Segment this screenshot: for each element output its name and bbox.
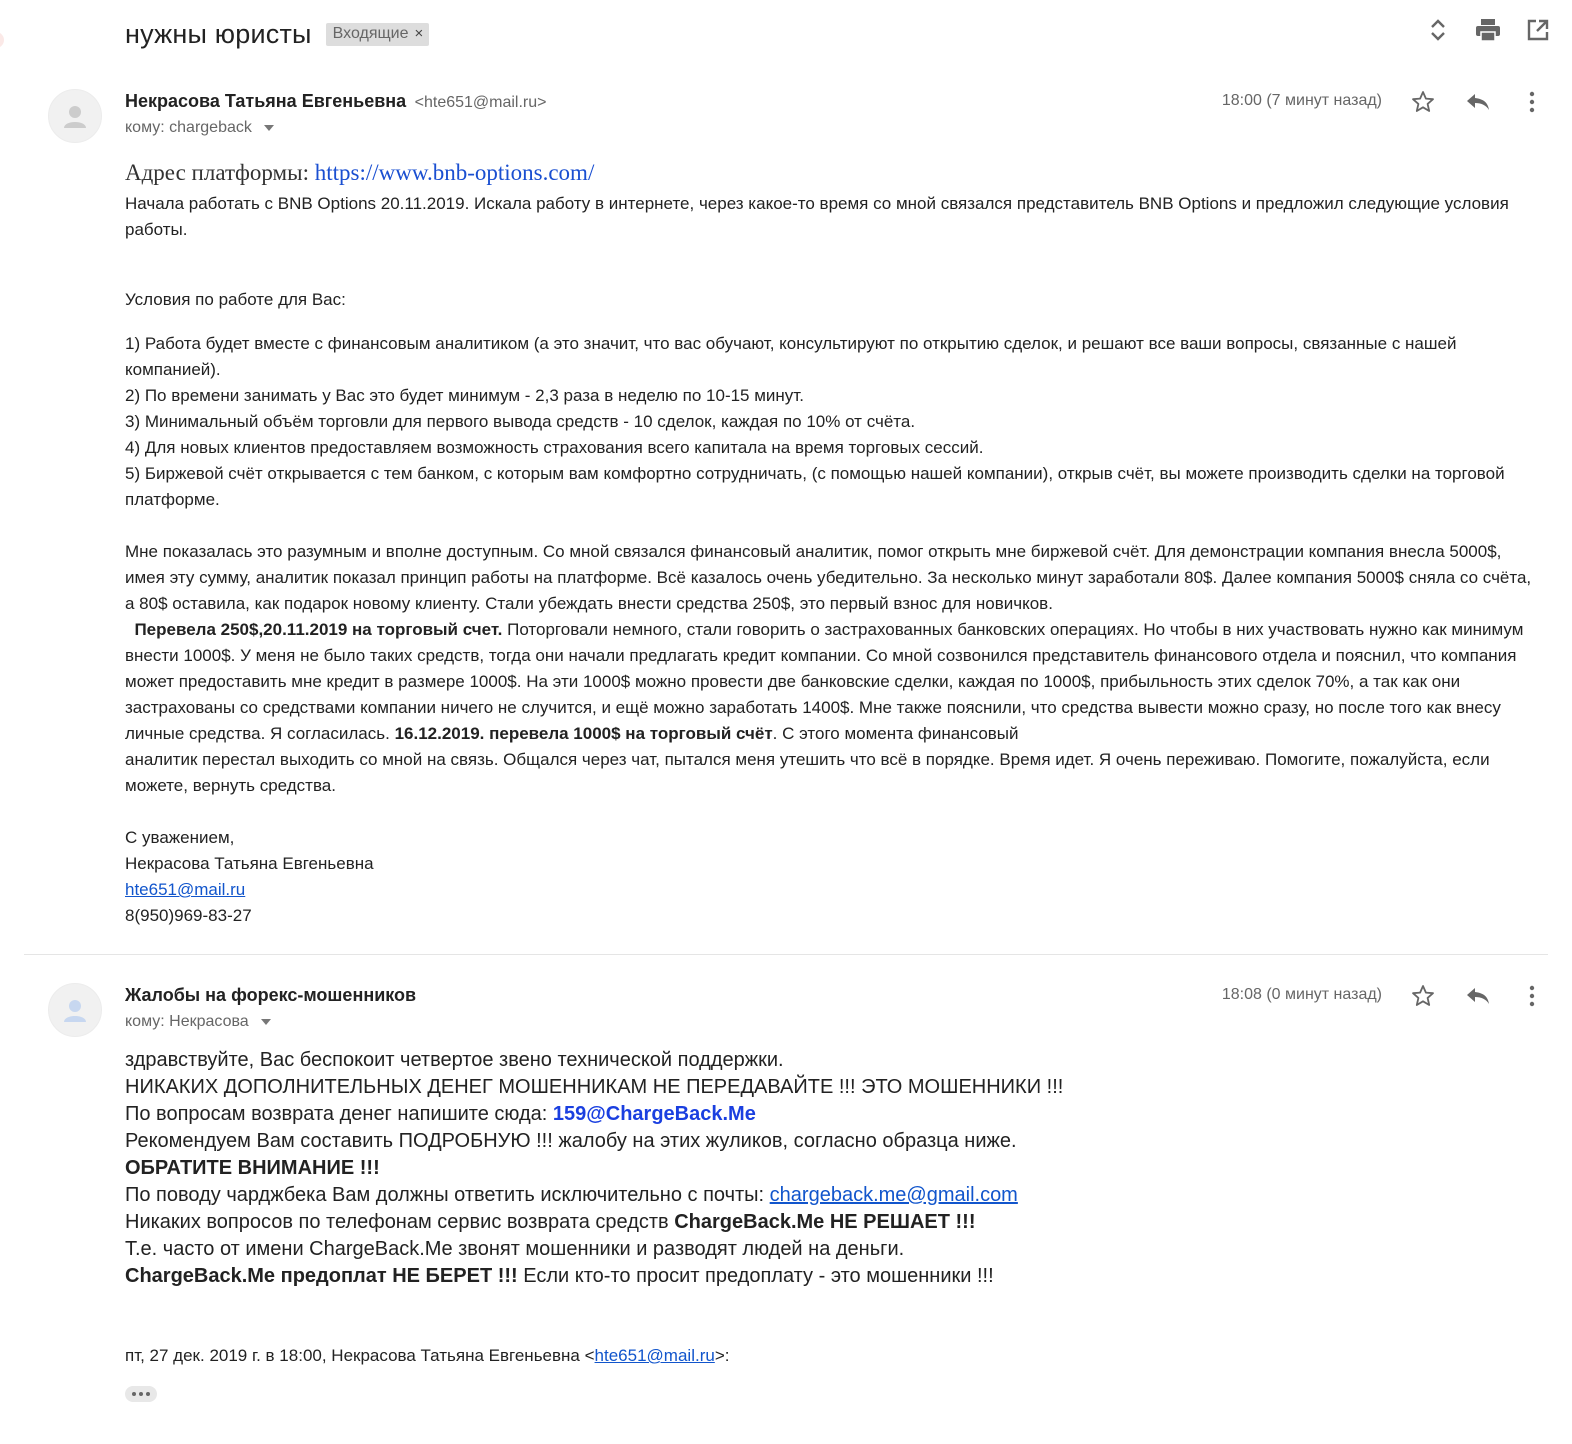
chargeback-email-link[interactable]: 159@ChargeBack.Me	[552, 1103, 756, 1125]
story-bold: Перевела 250$,20.11.2019 на торговый счет.	[134, 620, 503, 639]
story-paragraph: аналитик перестал выходить со мной на связь. Общался через чат, пытался меня утешить что всё в порядке. Время идет. Я очень переживаю. Помогите, пожалуйста, если можете, вернуть средства.	[125, 750, 1490, 795]
recipient-line	[125, 1013, 271, 1031]
reply-line: НИКАКИХ ДОПОЛНИТЕЛЬНЫХ ДЕНЕГ МОШЕННИКАМ НЕ ПЕРЕДАВАЙТЕ !!! ЭТО МОШЕННИКИ !!!	[125, 1076, 1064, 1098]
story-text: . С этого момента финансовый	[772, 724, 1019, 743]
gmail-link[interactable]: chargeback.me@gmail.com	[769, 1184, 1018, 1206]
conditions-title: Условия по работе для Вас:	[125, 290, 346, 309]
recipient-text: кому: chargeback	[125, 119, 252, 136]
message-time: 18:08 (0 минут назад)	[1221, 986, 1382, 1003]
reply-line: Рекомендуем Вам составить ПОДРОБНУЮ !!! жалобу на этих жуликов, согласно образца ниже.	[125, 1130, 1017, 1152]
condition-item: 5) Биржевой счёт открывается с тем банком, с которым вам комфортно сотрудничать, (с помощью нашей компании), открыв счёт, вы можете производить сделки на торговой платформе.	[125, 464, 1505, 509]
quote-text: >:	[714, 1346, 730, 1365]
recipient-text: кому: Некрасова	[125, 1013, 249, 1030]
signature-greeting: С уважением,	[125, 828, 235, 847]
sender-email: <hte651@mail.ru>	[414, 94, 547, 111]
reply-line	[125, 1101, 1525, 1128]
condition-item: 2) По времени занимать у Вас это будет минимум - 2,3 раза в неделю по 10-15 минут.	[125, 386, 804, 405]
platform-link[interactable]: https://www.bnb-options.com/	[314, 160, 595, 185]
reply-bold: ChargeBack.Me предоплат НЕ БЕРЕТ !!!	[125, 1265, 518, 1287]
quoted-header	[125, 1346, 729, 1366]
more-options-icon[interactable]	[1518, 982, 1546, 1010]
reply-text: По вопросам возврата денег напишите сюда:	[125, 1103, 553, 1125]
thread-toolbar	[1424, 16, 1552, 44]
message1-body	[125, 160, 1535, 929]
reply-line-bold: ОБРАТИТЕ ВНИМАНИЕ !!!	[125, 1157, 380, 1179]
story-paragraph: Мне показалась это разумным и вполне доступным. Со мной связался финансовый аналитик, помог открыть мне биржевой счёт. Для демонстрации компания внесла 5000$, имея эту сумму, аналитик показал принцип работы на платформе. Всё казалось очень убедительно. За несколько минут заработали 80$. Далее компания 5000$ сняла со счёта, а 80$ оставила, как подарок новому клиенту. Стали убеждать внести средства 250$, это первый взнос для новичков.	[125, 542, 1532, 613]
reply-line: Т.е. часто от имени ChargeBack.Me звонят мошенники и разводят людей на деньги.	[125, 1238, 905, 1260]
label-chip-inbox[interactable]	[326, 23, 430, 46]
reply-line	[125, 1182, 1525, 1209]
signature-name: Некрасова Татьяна Евгеньевна	[125, 854, 374, 873]
open-in-new-window-icon[interactable]	[1524, 16, 1552, 44]
avatar	[48, 89, 102, 143]
chevron-down-icon[interactable]	[261, 1019, 271, 1025]
person-icon	[62, 997, 88, 1023]
star-icon[interactable]	[1409, 88, 1437, 116]
reply-icon[interactable]	[1464, 88, 1492, 116]
show-trimmed-content-button[interactable]	[125, 1386, 157, 1402]
reply-bold: ChargeBack.Me НЕ РЕШАЕТ !!!	[674, 1211, 976, 1233]
thread-subject: нужны юристы	[125, 18, 312, 49]
reply-text: По поводу чарджбека Вам должны ответить исключительно с почты:	[125, 1184, 770, 1206]
sender-name[interactable]: Некрасова Татьяна Евгеньевна	[125, 91, 407, 111]
quote-text: пт, 27 дек. 2019 г. в 18:00, Некрасова Татьяна Евгеньевна <	[125, 1346, 595, 1365]
condition-item: 4) Для новых клиентов предоставляем возможность страхования всего капитала на время торговых сессий.	[125, 438, 984, 457]
story-text: Поторговали немного, стали говорить о застрахованных банковских операциях. Но чтобы в них участвовать нужно как минимум внести 1000$. У меня не было таких средств, тогда они начали предлагать кредит компании. Со мной созвонился представитель финансового отдела и пояснил, что компания может предоставить мне кредит в размере 1000$. На эти 1000$ можно провести две банковские сделки, каждая по 1000$, прибыльность этих сделок 70%, а так как они застрахованы со средствами компании ничего не случится, и ещё можно заработать 1400$. Мне также пояснили, что средства вывести можно сразу, но после того как внесу личные средства. Я согласилась.	[125, 620, 1524, 743]
intro-paragraph: Начала работать с BNB Options 20.11.2019. Искала работу в интернете, через какое-то время со мной связался представитель BNB Options и предложил следующие условия работы.	[125, 194, 1509, 239]
reply-text: Никаких вопросов по телефонам сервис возврата средств	[125, 1211, 675, 1233]
star-icon[interactable]	[1409, 982, 1437, 1010]
person-icon	[62, 103, 88, 129]
reply-icon[interactable]	[1464, 982, 1492, 1010]
reply-text: Если кто-то просит предоплату - это мошенники !!!	[517, 1265, 994, 1287]
more-options-icon[interactable]	[1518, 88, 1546, 116]
avatar	[48, 983, 102, 1037]
print-icon[interactable]	[1474, 16, 1502, 44]
reply-line: здравствуйте, Вас беспокоит четвертое звено технической поддержки.	[125, 1049, 784, 1071]
reply-line	[125, 1209, 1525, 1236]
expand-collapse-icon[interactable]	[1424, 16, 1452, 44]
story-bold: 16.12.2019. перевела 1000$ на торговый счёт	[394, 724, 773, 743]
sender-name[interactable]: Жалобы на форекс-мошенников	[125, 985, 417, 1005]
notification-dot	[0, 32, 4, 48]
reply-line	[125, 1263, 1525, 1290]
story-paragraph	[125, 617, 1535, 747]
signature-phone: 8(950)969-83-27	[125, 906, 252, 925]
condition-item: 1) Работа будет вместе с финансовым аналитиком (а это значит, что вас обучают, консультируют по открытию сделок, и решают все ваши вопросы, связанные с нашей компанией).	[125, 334, 1457, 379]
address-label: Адрес платформы:	[125, 160, 309, 185]
platform-address	[125, 160, 1535, 186]
signature-email-link[interactable]: hte651@mail.ru	[125, 880, 246, 899]
message2-sender	[125, 985, 416, 1006]
recipient-line	[125, 119, 274, 137]
label-chip-text: Входящие	[332, 24, 409, 42]
message1-sender	[125, 91, 547, 112]
message-time: 18:00 (7 минут назад)	[1221, 92, 1382, 109]
condition-item: 3) Минимальный объём торговли для первого вывода средств - 10 сделок, каждая по 10% от счёта.	[125, 412, 916, 431]
message-divider	[24, 954, 1548, 955]
quote-email-link[interactable]: hte651@mail.ru	[594, 1346, 715, 1365]
remove-label-button[interactable]: ×	[414, 25, 424, 42]
message2-body	[125, 1047, 1525, 1290]
chevron-down-icon[interactable]	[264, 125, 274, 131]
thread-header	[125, 14, 429, 54]
